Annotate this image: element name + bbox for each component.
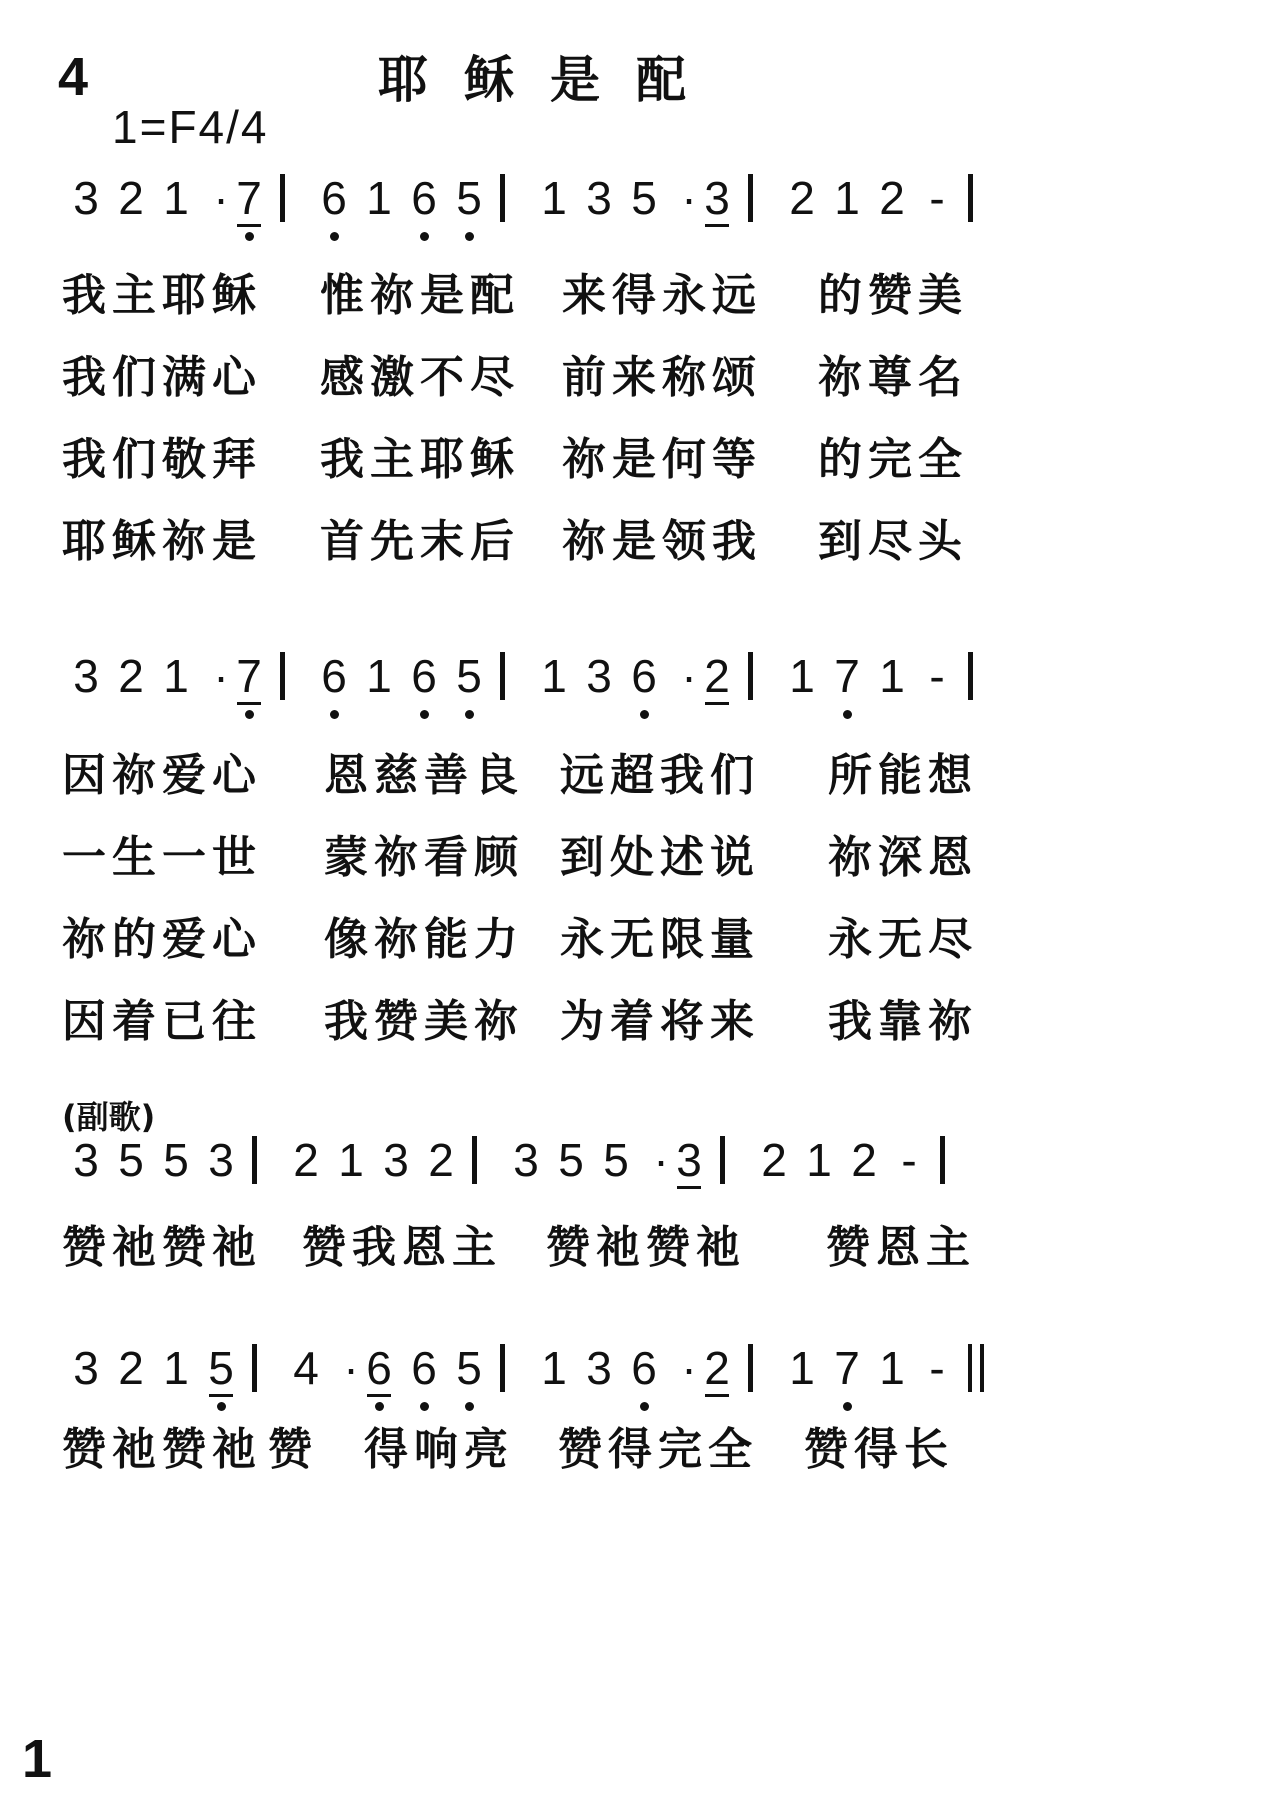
barline	[720, 1136, 725, 1184]
note-symbol: ·	[653, 1134, 669, 1186]
note	[201, 1132, 241, 1188]
note	[286, 1340, 326, 1396]
note-symbol: 7	[834, 650, 860, 702]
note-symbol: 5	[163, 1134, 189, 1186]
barline	[472, 1136, 477, 1184]
barline	[968, 174, 973, 222]
barline	[280, 174, 285, 222]
note	[66, 170, 106, 226]
note	[331, 1132, 371, 1188]
underline-mark	[237, 702, 261, 705]
lyric-phrase: 前来称颂	[562, 352, 762, 403]
note-symbol: 1	[338, 1134, 364, 1186]
barline	[252, 1136, 257, 1184]
note	[872, 170, 912, 226]
note-symbol: 2	[789, 172, 815, 224]
octave-dot-below	[245, 232, 254, 241]
note	[421, 1132, 461, 1188]
note	[66, 648, 106, 704]
lyric-phrase: 得响亮	[364, 1424, 514, 1475]
key-and-time-signature: 1=F4/4	[112, 101, 269, 153]
note-symbol: 6	[631, 1342, 657, 1394]
note	[782, 1340, 822, 1396]
barline	[500, 1344, 505, 1392]
note-symbol: 3	[383, 1134, 409, 1186]
note	[156, 170, 196, 226]
lyric-line	[62, 1222, 1162, 1274]
note	[534, 648, 574, 704]
note-symbol: 5	[603, 1134, 629, 1186]
note	[404, 1340, 444, 1396]
song-title: 耶稣是配	[378, 51, 722, 109]
note-symbol: 2	[851, 1134, 877, 1186]
note-symbol: 3	[586, 172, 612, 224]
underline-mark	[209, 1394, 233, 1397]
note	[844, 1132, 884, 1188]
lyric-phrase: 我靠祢	[828, 996, 978, 1047]
note	[314, 648, 354, 704]
note	[111, 648, 151, 704]
lyric-phrase: 到处述说	[560, 832, 760, 883]
note	[66, 1132, 106, 1188]
lyric-phrase: 我们敬拜	[62, 434, 262, 485]
lyric-phrase: 一生一世	[62, 832, 262, 883]
note	[579, 1340, 619, 1396]
note	[827, 170, 867, 226]
note	[827, 648, 867, 704]
note-symbol: 2	[704, 1342, 730, 1394]
note-symbol: 3	[208, 1134, 234, 1186]
note	[754, 1132, 794, 1188]
note-symbol: ·	[681, 1342, 697, 1394]
note-symbol: 2	[118, 1342, 144, 1394]
note	[66, 1340, 106, 1396]
lyric-phrase: 的赞美	[818, 270, 968, 321]
lyric-phrase: 赞祂赞祂	[62, 1222, 262, 1273]
lyric-phrase: 我们满心	[62, 352, 262, 403]
note-symbol: 7	[834, 1342, 860, 1394]
note-symbol: 5	[456, 1342, 482, 1394]
note-symbol: 3	[73, 172, 99, 224]
lyric-phrase: 祢的爱心	[62, 914, 262, 965]
barline	[748, 1344, 753, 1392]
lyric-phrase: 蒙祢看顾	[324, 832, 524, 883]
barline	[500, 652, 505, 700]
lyric-line	[62, 516, 1162, 568]
note-symbol: 7	[236, 172, 262, 224]
note-symbol: -	[929, 1342, 945, 1394]
lyric-phrase: 赞恩主	[826, 1222, 976, 1273]
lyric-line	[62, 914, 1162, 966]
note-symbol: 3	[73, 650, 99, 702]
note-symbol: 6	[411, 1342, 437, 1394]
note-symbol: 1	[834, 172, 860, 224]
lyric-phrase: 所能想	[828, 750, 978, 801]
note	[534, 170, 574, 226]
lyric-phrase: 我主耶稣	[320, 434, 520, 485]
lyric-phrase: 首先末后	[320, 516, 520, 567]
note	[506, 1132, 546, 1188]
lyric-phrase: 因祢爱心	[62, 750, 262, 801]
note-symbol: 1	[541, 172, 567, 224]
note	[697, 1340, 737, 1396]
note	[799, 1132, 839, 1188]
note-symbol: 5	[631, 172, 657, 224]
note	[579, 648, 619, 704]
underline-mark	[705, 702, 729, 705]
note	[827, 1340, 867, 1396]
lyric-phrase: 祢是何等	[562, 434, 762, 485]
note	[359, 170, 399, 226]
note	[156, 1132, 196, 1188]
dash-extension	[917, 170, 957, 226]
lyric-phrase: 因着已往	[62, 996, 262, 1047]
note-symbol: 6	[366, 1342, 392, 1394]
note-symbol: 3	[73, 1134, 99, 1186]
note-symbol: 1	[879, 650, 905, 702]
underline-mark	[677, 1186, 701, 1189]
underline-mark	[705, 224, 729, 227]
barline	[748, 652, 753, 700]
octave-dot-below	[420, 1402, 429, 1411]
note-symbol: 1	[789, 1342, 815, 1394]
note	[697, 170, 737, 226]
note-symbol: 1	[366, 650, 392, 702]
note-symbol: ·	[213, 172, 229, 224]
note	[624, 1340, 664, 1396]
octave-dot-below	[245, 710, 254, 719]
note	[669, 1132, 709, 1188]
octave-dot-below	[843, 710, 852, 719]
lyric-phrase: 赞	[268, 1424, 318, 1475]
lyric-line	[62, 1424, 1162, 1476]
final-barline	[968, 1344, 984, 1392]
note-symbol: 1	[366, 172, 392, 224]
note-symbol: 3	[704, 172, 730, 224]
lyric-phrase: 远超我们	[560, 750, 760, 801]
underline-mark	[237, 224, 261, 227]
lyric-phrase: 为着将来	[560, 996, 760, 1047]
lyric-phrase: 耶稣祢是	[62, 516, 262, 567]
lyric-phrase: 恩慈善良	[324, 750, 524, 801]
note-symbol: 3	[73, 1342, 99, 1394]
note	[872, 648, 912, 704]
note	[229, 170, 269, 226]
note	[872, 1340, 912, 1396]
note	[286, 1132, 326, 1188]
lyric-phrase: 感激不尽	[320, 352, 520, 403]
note-symbol: 3	[586, 1342, 612, 1394]
note-symbol: 2	[704, 650, 730, 702]
barline	[940, 1136, 945, 1184]
note-symbol: 7	[236, 650, 262, 702]
note-symbol: 2	[879, 172, 905, 224]
note-symbol: 2	[118, 650, 144, 702]
note-symbol: 5	[558, 1134, 584, 1186]
note-symbol: 4	[293, 1342, 319, 1394]
lyric-phrase: 赞得长	[804, 1424, 954, 1475]
note-symbol: 5	[118, 1134, 144, 1186]
note-symbol: 2	[761, 1134, 787, 1186]
lyric-phrase: 赞我恩主	[302, 1222, 502, 1273]
octave-dot-below	[640, 1402, 649, 1411]
note	[697, 648, 737, 704]
note-symbol: 1	[541, 1342, 567, 1394]
note-symbol: 2	[293, 1134, 319, 1186]
lyric-line	[62, 352, 1162, 404]
note-symbol: -	[929, 172, 945, 224]
note-symbol: 2	[118, 172, 144, 224]
lyric-phrase: 我主耶稣	[62, 270, 262, 321]
note	[229, 648, 269, 704]
note	[782, 648, 822, 704]
note-symbol: 5	[456, 650, 482, 702]
lyric-phrase: 永无限量	[560, 914, 760, 965]
note	[449, 1340, 489, 1396]
note	[551, 1132, 591, 1188]
octave-dot-below	[640, 710, 649, 719]
note-symbol: 1	[789, 650, 815, 702]
note	[596, 1132, 636, 1188]
note	[376, 1132, 416, 1188]
octave-dot-below	[420, 232, 429, 241]
note	[359, 1340, 399, 1396]
note	[624, 648, 664, 704]
note	[449, 170, 489, 226]
page-number-top: 4	[58, 47, 89, 107]
note-symbol: 6	[321, 172, 347, 224]
note-symbol: 3	[676, 1134, 702, 1186]
dash-extension	[917, 1340, 957, 1396]
note	[404, 170, 444, 226]
note	[579, 170, 619, 226]
note	[534, 1340, 574, 1396]
dash-extension	[889, 1132, 929, 1188]
barline	[280, 652, 285, 700]
lyric-line	[62, 750, 1162, 802]
note-symbol: 1	[163, 1342, 189, 1394]
lyric-phrase: 永无尽	[828, 914, 978, 965]
note	[201, 1340, 241, 1396]
note-symbol: 6	[411, 650, 437, 702]
note-symbol: ·	[681, 172, 697, 224]
underline-mark	[705, 1394, 729, 1397]
note	[156, 648, 196, 704]
lyric-phrase: 赞祂赞祂	[546, 1222, 746, 1273]
note	[782, 170, 822, 226]
barline	[748, 174, 753, 222]
note-symbol: 6	[631, 650, 657, 702]
lyric-phrase: 赞祂赞祂	[62, 1424, 262, 1475]
octave-dot-below	[420, 710, 429, 719]
octave-dot-below	[330, 710, 339, 719]
note-symbol: 1	[163, 650, 189, 702]
octave-dot-below	[330, 232, 339, 241]
lyric-line	[62, 270, 1162, 322]
note-symbol: 5	[208, 1342, 234, 1394]
note-symbol: ·	[681, 650, 697, 702]
note-symbol: -	[901, 1134, 917, 1186]
octave-dot-below	[375, 1402, 384, 1411]
barline	[500, 174, 505, 222]
note	[359, 648, 399, 704]
note-symbol: 1	[806, 1134, 832, 1186]
lyric-phrase: 祢尊名	[818, 352, 968, 403]
page-number-bottom: 1	[22, 1729, 53, 1789]
note-symbol: 1	[541, 650, 567, 702]
note-symbol: 6	[411, 172, 437, 224]
note	[111, 170, 151, 226]
underline-mark	[367, 1394, 391, 1397]
chorus-label: (副歌)	[62, 1098, 156, 1136]
barline	[252, 1344, 257, 1392]
note-symbol: 3	[513, 1134, 539, 1186]
note	[314, 170, 354, 226]
lyric-phrase: 惟祢是配	[320, 270, 520, 321]
octave-dot-below	[217, 1402, 226, 1411]
note-symbol: 6	[321, 650, 347, 702]
note-symbol: 1	[163, 172, 189, 224]
octave-dot-below	[465, 1402, 474, 1411]
note-symbol: 5	[456, 172, 482, 224]
lyric-line	[62, 832, 1162, 884]
lyric-phrase: 赞得完全	[558, 1424, 758, 1475]
lyric-phrase: 祢深恩	[828, 832, 978, 883]
lyric-phrase: 我赞美祢	[324, 996, 524, 1047]
lyric-phrase: 祢是领我	[562, 516, 762, 567]
lyric-line	[62, 434, 1162, 486]
note	[156, 1340, 196, 1396]
note-symbol: 1	[879, 1342, 905, 1394]
note	[111, 1132, 151, 1188]
note	[624, 170, 664, 226]
lyric-phrase: 来得永远	[562, 270, 762, 321]
note-symbol: ·	[213, 650, 229, 702]
note-symbol: -	[929, 650, 945, 702]
note-symbol: ·	[343, 1342, 359, 1394]
lyric-phrase: 到尽头	[818, 516, 968, 567]
note	[111, 1340, 151, 1396]
note-symbol: 3	[586, 650, 612, 702]
note-symbol: 2	[428, 1134, 454, 1186]
lyric-phrase: 的完全	[818, 434, 968, 485]
lyric-line	[62, 996, 1162, 1048]
dash-extension	[917, 648, 957, 704]
octave-dot-below	[843, 1402, 852, 1411]
octave-dot-below	[465, 232, 474, 241]
barline	[968, 652, 973, 700]
lyric-phrase: 像祢能力	[324, 914, 524, 965]
note	[449, 648, 489, 704]
note	[404, 648, 444, 704]
octave-dot-below	[465, 710, 474, 719]
